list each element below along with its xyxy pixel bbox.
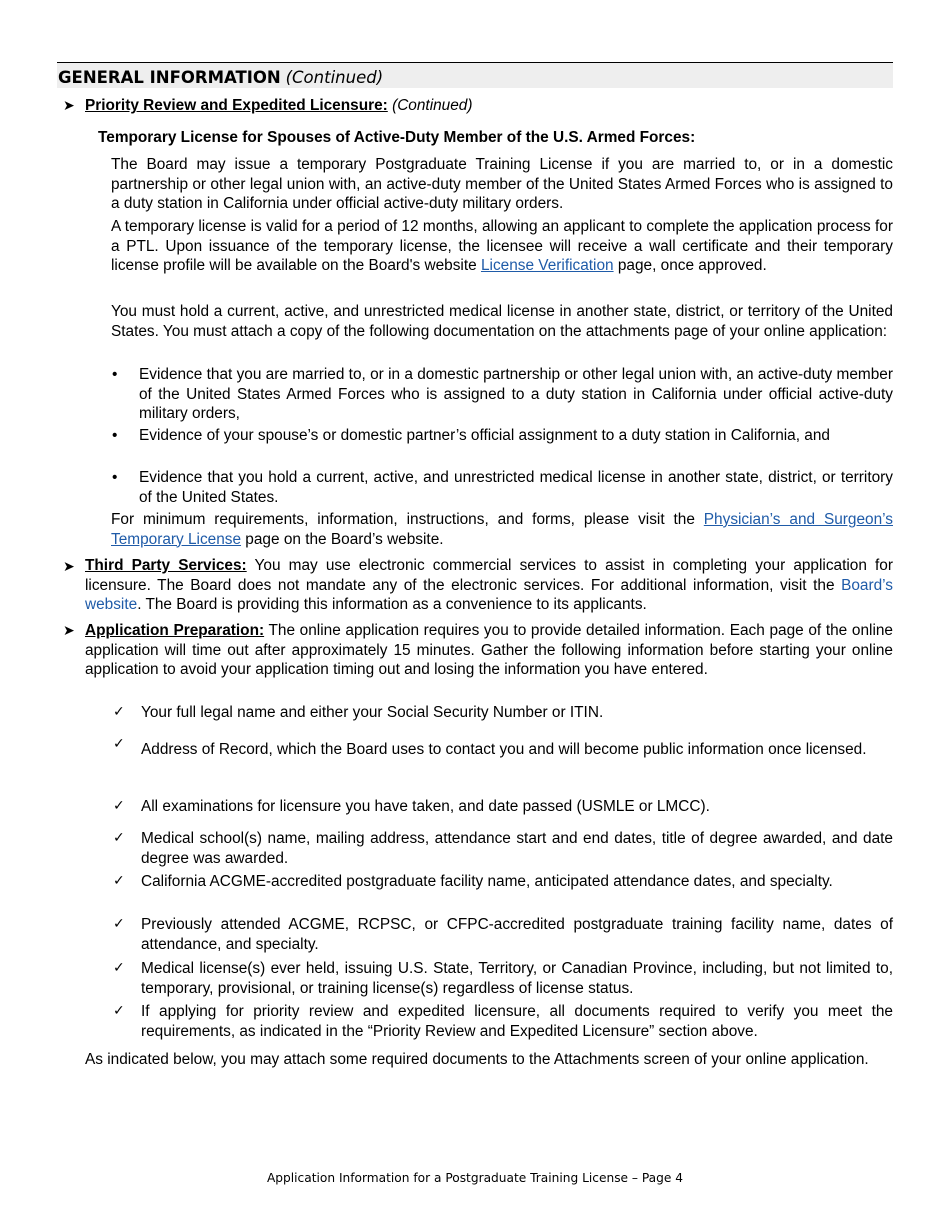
third-party-heading: Third Party Services:: [85, 557, 247, 574]
paragraph-text: page on the Board’s website.: [241, 530, 444, 548]
license-verification-link[interactable]: License Verification: [480, 257, 614, 275]
checkmark-icon: ✓: [113, 798, 125, 814]
checkmark-icon: ✓: [113, 1003, 125, 1019]
priority-paragraph-4: [111, 510, 893, 549]
app-prep-paragraph: [85, 621, 893, 680]
bullet-icon: •: [112, 469, 118, 486]
checkmark-icon: ✓: [113, 704, 125, 720]
arrow-bullet-icon: ➤: [63, 558, 75, 574]
section-continued: (Continued): [285, 68, 384, 87]
paragraph-text: A temporary license is valid for a period of 12 months, allowing an applicant to complete the application process for a PTL. Upon issuance of the temporary license, the licensee will receive a wall certificate and their temporary license profile will be available on the Board's website: [111, 218, 893, 275]
third-party-paragraph: [85, 556, 893, 615]
evidence-bullet-3: Evidence that you hold a current, active, and unrestricted medical license in another state, district, or territory of the United States.: [139, 469, 893, 506]
arrow-bullet-icon: ➤: [63, 97, 75, 113]
section-header: [57, 62, 893, 88]
checkmark-icon: ✓: [113, 960, 125, 976]
evidence-bullet-1: Evidence that you are married to, or in a domestic partnership or other legal union with, an active-duty member of the United States Armed Forces who is assigned to a duty station in California under official active-duty military orders,: [139, 366, 893, 423]
checklist-item-2: Address of Record, which the Board uses to contact you and will become public information once licensed.: [141, 741, 867, 758]
paragraph-text: The online application requires you to provide detailed information. Each page of the online application will time out after approximately 15 minutes. Gather the following information before starting your online application to avoid your application timing out and losing the information you have entered.: [85, 622, 893, 679]
checklist-item-7: Medical license(s) ever held, issuing U.S. State, Territory, or Canadian Province, including, but not limited to, temporary, provisional, or training license(s) regardless of license status.: [141, 960, 893, 997]
bullet-icon: •: [112, 366, 118, 383]
checkmark-icon: ✓: [113, 873, 125, 889]
checklist-item-1: Your full legal name and either your Social Security Number or ITIN.: [141, 704, 604, 721]
boards-website-link[interactable]: Board’s website: [85, 576, 893, 614]
paragraph-text: . The Board is providing this information as a convenience to its applicants.: [137, 596, 647, 614]
priority-heading-line: [85, 96, 893, 116]
priority-paragraph-1: The Board may issue a temporary Postgraduate Training License if you are married to, or in a domestic partnership or other legal union with, an active-duty member of the United States Armed Forces who is assigned to a duty station in California under official active-duty military orders.: [111, 156, 893, 213]
paragraph-text: You may use electronic commercial services to assist in completing your application for licensure. The Board does not mandate any of the electronic services. For additional information, visit the: [85, 557, 893, 594]
checklist-item-8: If applying for priority review and expedited licensure, all documents required to verify you meet the requirements, as indicated in the “Priority Review and Expedited Licensure” section above.: [141, 1003, 893, 1040]
paragraph-text: For minimum requirements, information, instructions, and forms, please visit the: [111, 511, 704, 528]
checkmark-icon: ✓: [113, 830, 125, 846]
checklist-item-4: Medical school(s) name, mailing address, attendance start and end dates, title of degree awarded, and date degree was awarded.: [141, 830, 893, 867]
checkmark-icon: ✓: [113, 916, 125, 932]
page-footer: Application Information for a Postgraduate Training License – Page 4: [266, 1171, 684, 1185]
priority-paragraph-3: You must hold a current, active, and unrestricted medical license in another state, district, or territory of the United States. You must attach a copy of the following documentation on the attachments page of your online application:: [111, 303, 893, 340]
priority-paragraph-2: [111, 217, 893, 276]
checkmark-icon: ✓: [113, 736, 125, 752]
checklist-item-3: All examinations for licensure you have taken, and date passed (USMLE or LMCC).: [141, 798, 710, 815]
checklist-item-6: Previously attended ACGME, RCPSC, or CFPC-accredited postgraduate training facility name, dates of attendance, and specialty.: [141, 916, 893, 953]
app-prep-closing: As indicated below, you may attach some required documents to the Attachments screen of your online application.: [85, 1051, 869, 1068]
temporary-license-subheading: Temporary License for Spouses of Active-Duty Member of the U.S. Armed Forces:: [98, 129, 696, 146]
bullet-icon: •: [112, 427, 118, 444]
paragraph-text: page, once approved.: [613, 257, 767, 275]
evidence-bullet-2: Evidence of your spouse’s or domestic partner’s official assignment to a duty station in California, and: [139, 427, 830, 444]
priority-continued: (Continued): [392, 97, 473, 114]
checklist-item-5: California ACGME-accredited postgraduate facility name, anticipated attendance dates, and specialty.: [141, 873, 833, 890]
app-prep-heading: Application Preparation:: [85, 622, 265, 639]
temporary-license-link[interactable]: Physician’s and Surgeon’s Temporary License: [111, 511, 893, 548]
arrow-bullet-icon: ➤: [63, 622, 75, 638]
section-title: GENERAL INFORMATION: [58, 68, 281, 87]
priority-heading: Priority Review and Expedited Licensure:: [85, 97, 388, 114]
